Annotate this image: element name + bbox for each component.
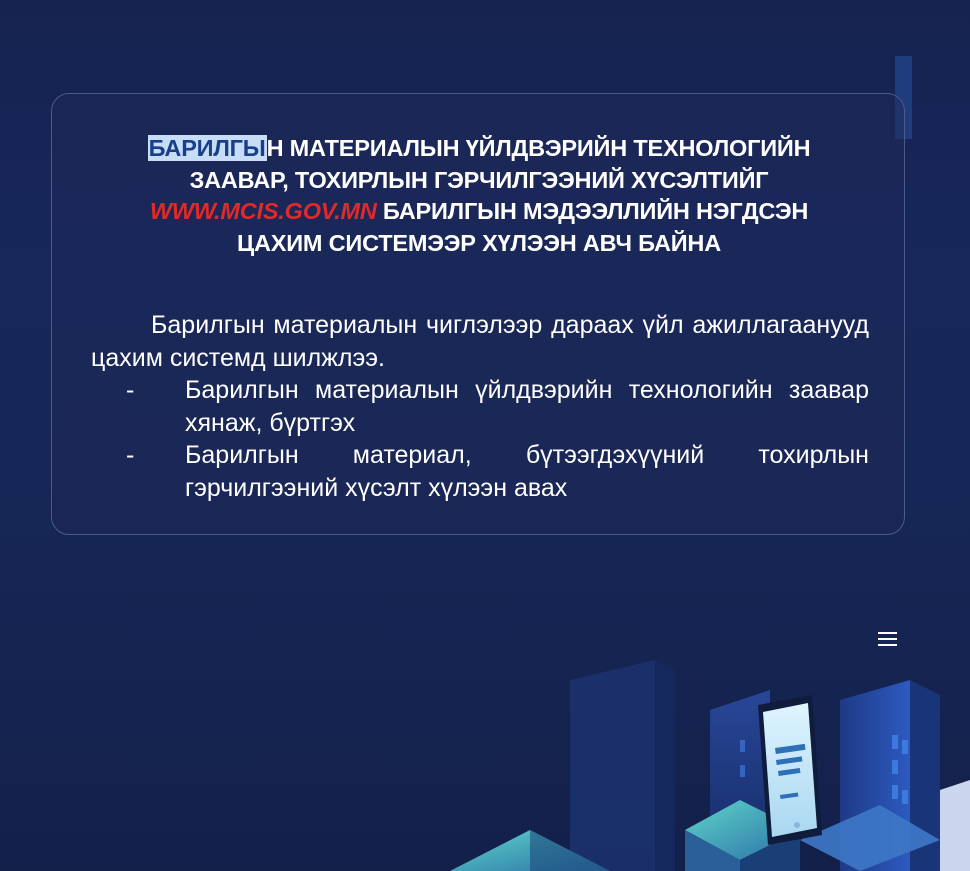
list-item	[91, 374, 869, 439]
list-item-text: Барилгын материалын үйлдвэрийн технологийн заавар хянаж, бүртгэх	[185, 376, 869, 437]
selected-text-highlight: БАРИЛГЫ	[148, 135, 266, 161]
headline-line-4: ЦАХИМ СИСТЕМЭЭР ХҮЛЭЭН АВЧ БАЙНА	[237, 229, 721, 256]
announcement-body	[91, 309, 869, 504]
list-marker: -	[126, 441, 135, 469]
list-item	[91, 439, 869, 504]
list-item-text: Барилгын материал, бүтээгдэхүүний тохирлын гэрчилгээний хүсэлт хүлээн авах	[185, 441, 869, 502]
headline-line-1: БАРИЛГЫН МАТЕРИАЛЫН ҮЙЛДВЭРИЙН ТЕХНОЛОГИЙН	[148, 135, 811, 161]
list-marker: -	[126, 376, 135, 404]
service-list	[91, 374, 869, 504]
intro-paragraph: Барилгын материалын чиглэлээр дараах үйл ажиллагаанууд цахим системд шилжлээ.	[91, 311, 869, 372]
city-smartphone-illustration	[440, 640, 970, 871]
headline-line-3: WWW.MCIS.GOV.MN БАРИЛГЫН МЭДЭЭЛЛИЙН НЭГДСЭН	[149, 198, 809, 224]
announcement-headline	[0, 133, 958, 259]
website-url-link[interactable]: WWW.MCIS.GOV.MN	[149, 198, 377, 224]
headline-line-2: ЗААВАР, ТОХИРЛЫН ГЭРЧИЛГЭЭНИЙ ХҮСЭЛТИЙГ	[189, 166, 769, 193]
